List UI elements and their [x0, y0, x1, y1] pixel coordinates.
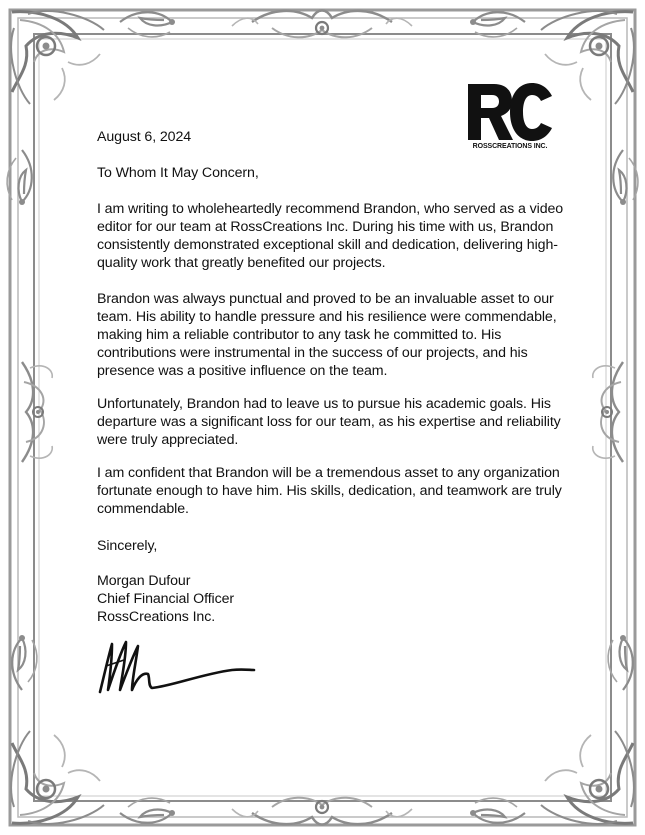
paragraph-text: Brandon was always punctual and proved to be an invaluable asset to our team. His ability to handle pressure and his resilience were commendable, making him a reliable contributor to any task he committed to. His contributions were instrumental in the success of our projects, and his presence was a positive influence on the team.: [97, 291, 557, 379]
signer-company: RossCreations Inc.: [97, 609, 216, 625]
paragraph-text: I am writing to wholeheartedly recommend Brandon, who served as a video editor for our team at RossCreations Inc. During his time with us, Brandon consistently demonstrated exceptional skill and dedication, delivering high-quality work that greatly benefited our projects.: [97, 201, 564, 271]
paragraph-text: I am confident that Brandon will be a tremendous asset to any organization fortunate enough to have him. His skills, dedication, and teamwork are truly commendable.: [97, 465, 562, 517]
closing: Sincerely,: [97, 538, 158, 554]
paragraph-3: [97, 395, 567, 449]
paragraph-2: [97, 290, 567, 380]
salutation: To Whom It May Concern,: [97, 165, 259, 181]
letter-date: August 6, 2024: [97, 129, 192, 145]
handwritten-signature: [92, 636, 257, 698]
signer-title: Chief Financial Officer: [97, 591, 235, 607]
paragraph-1: [97, 200, 567, 272]
rc-monogram-icon: [466, 82, 554, 142]
signer-name: Morgan Dufour: [97, 573, 191, 589]
paragraph-text: Unfortunately, Brandon had to leave us to pursue his academic goals. His departure was a significant loss for our team, as his expertise and reliability were truly appreciated.: [97, 396, 561, 448]
company-logo: [466, 82, 554, 154]
company-wordmark: ROSSCREATIONS INC.: [472, 143, 548, 150]
paragraph-4: [97, 464, 567, 518]
